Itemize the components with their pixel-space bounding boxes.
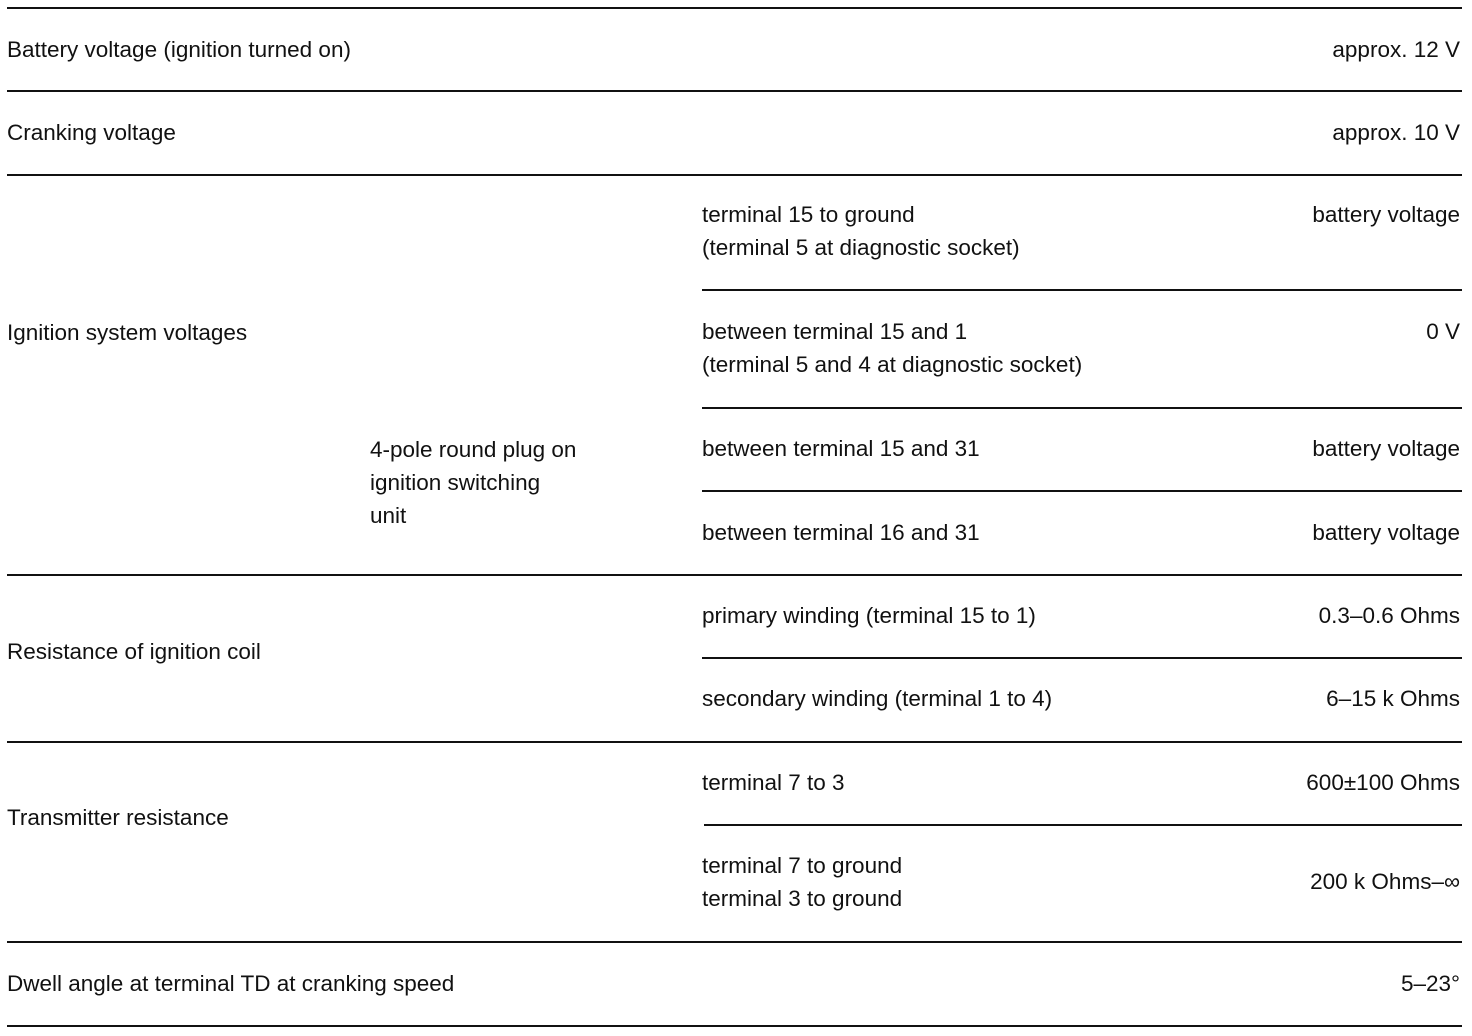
battery-voltage-value: approx. 12 V xyxy=(1332,37,1460,62)
rule-after-battery xyxy=(7,90,1462,92)
ignition-voltages-label: Ignition system voltages xyxy=(7,320,248,345)
rule-after-ignition xyxy=(7,574,1462,576)
rule-coil-1 xyxy=(702,657,1462,659)
rule-ignition-2 xyxy=(702,407,1462,409)
transmitter-condition-2: terminal 7 to ground terminal 3 to ground xyxy=(702,853,903,911)
ignition-value-2: 0 V xyxy=(1426,319,1460,344)
transmitter-value-2: 200 k Ohms–∞ xyxy=(1310,869,1460,894)
ignition-condition-2: between terminal 15 and 1 (terminal 5 and 4 at diagnostic socket) xyxy=(702,319,1083,377)
rule-after-cranking xyxy=(7,174,1462,176)
coil-condition-2: secondary winding (terminal 1 to 4) xyxy=(702,686,1053,711)
rule-after-coil xyxy=(7,741,1462,743)
cranking-voltage-label: Cranking voltage xyxy=(7,120,176,145)
ignition-plug-sublabel: 4-pole round plug on ignition switching unit xyxy=(370,437,577,528)
coil-condition-1: primary winding (terminal 15 to 1) xyxy=(702,603,1036,628)
dwell-angle-label: Dwell angle at terminal TD at cranking speed xyxy=(7,971,455,996)
rule-top xyxy=(7,7,1462,9)
coil-value-2: 6–15 k Ohms xyxy=(1326,686,1460,711)
ignition-condition-3: between terminal 15 and 31 xyxy=(702,436,980,461)
dwell-angle-value: 5–23° xyxy=(1400,971,1460,996)
rule-transmitter-1 xyxy=(704,824,1462,826)
ignition-value-3: battery voltage xyxy=(1312,436,1460,461)
ignition-value-1: battery voltage xyxy=(1312,202,1460,227)
rule-bottom xyxy=(7,1025,1462,1027)
ignition-condition-4: between terminal 16 and 31 xyxy=(702,520,980,545)
transmitter-condition-1: terminal 7 to 3 xyxy=(702,770,845,795)
battery-voltage-label: Battery voltage (ignition turned on) xyxy=(7,37,351,62)
coil-value-1: 0.3–0.6 Ohms xyxy=(1318,603,1460,628)
transmitter-value-1: 600±100 Ohms xyxy=(1306,770,1460,795)
rule-ignition-1 xyxy=(702,289,1462,291)
ignition-value-4: battery voltage xyxy=(1312,520,1460,545)
cranking-voltage-value: approx. 10 V xyxy=(1332,120,1460,145)
rule-after-transmitter xyxy=(7,941,1462,943)
transmitter-resistance-label: Transmitter resistance xyxy=(7,805,229,830)
rule-ignition-3 xyxy=(702,490,1462,492)
coil-resistance-label: Resistance of ignition coil xyxy=(7,639,261,664)
ignition-condition-1: terminal 15 to ground (terminal 5 at diagnostic socket) xyxy=(702,202,1020,260)
